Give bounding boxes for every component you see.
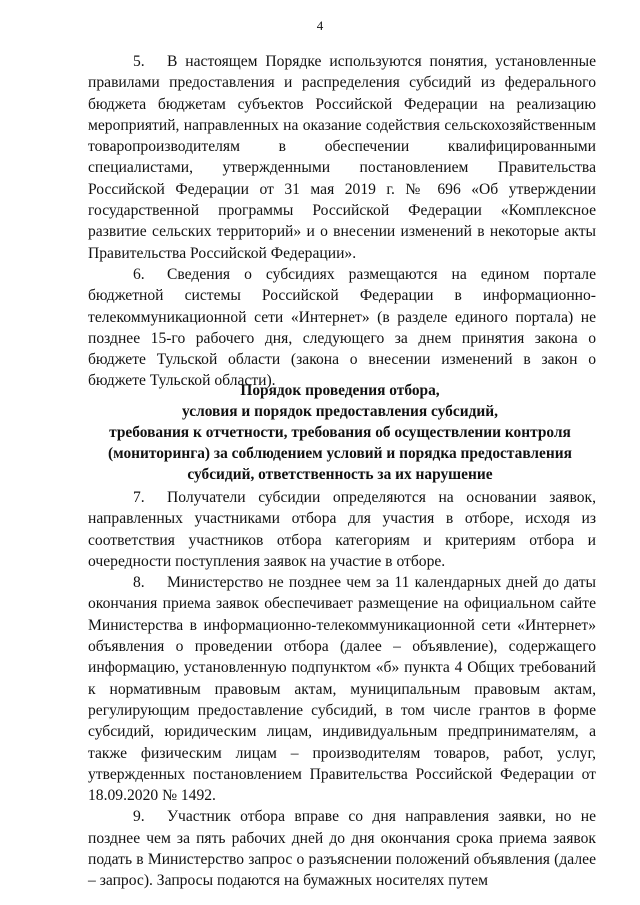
heading-line: условия и порядок предоставления субсидий, <box>182 403 498 420</box>
paragraph-7 <box>88 487 596 572</box>
bottom-section <box>88 487 596 892</box>
heading-line: Порядок проведения отбора, <box>240 382 440 399</box>
paragraph-number: 6. <box>133 265 145 283</box>
paragraph-number: 8. <box>133 574 145 592</box>
page-number: 4 <box>316 18 324 33</box>
paragraph-text: Участник отбора вправе со дня направления заявки, но не позднее чем за пять рабочих дней до дня окончания срока приема заявок подать в Министерство запрос о разъяснении положений объявления (далее – запрос). Запросы подаются на бумажных носителях путем <box>88 808 596 890</box>
heading-line: субсидий, ответственность за их нарушение <box>187 466 493 483</box>
paragraph-8 <box>88 572 596 806</box>
section-heading <box>80 380 600 485</box>
paragraph-5 <box>88 51 596 264</box>
heading-line: (мониторинга) за соблюдением условий и порядка предоставления <box>108 445 572 462</box>
paragraph-text: Сведения о субсидиях размещаются на едином портале бюджетной системы Российской Федерации в информационно-телекоммуникационной сети «Интернет» (в разделе единого портала) не позднее 15-го рабочего дня, следующего за днем принятия закона о бюджете Тульской области (закона о внесении изменений в закон о бюджете Тульской области). <box>88 265 596 390</box>
paragraph-text: Министерство не позднее чем за 11 календарных дней до даты окончания приема заявок обеспечивает размещение на официальном сайте Министерства в информационно-телекоммуникационной сети «Интернет» объявления о проведении отбора (далее – объявление), содержащего информацию, установленную подпунктом «б» пункта 4 Общих требований к нормативным правовым актам, муниципальным правовым актам, регулирующим предоставление субсидий, в том числе грантов в форме субсидий, юридическим лицам, индивидуальным предпринимателям, а также физическим лицам – производителям товаров, работ, услуг, утвержденных постановлением Правительства Российской Федерации от 18.09.2020 № 1492. <box>88 574 596 805</box>
heading-line: требования к отчетности, требования об осуществлении контроля <box>109 424 571 441</box>
paragraph-number: 9. <box>133 808 145 826</box>
paragraph-text: В настоящем Порядке используются понятия, установленные правилами предоставления и распределения субсидий из федерального бюджета бюджетам субъектов Российской Федерации на реализацию мероприятий, направленных на оказание содействия сельскохозяйственным товаропроизводителям в обеспечении квалифицированными специалистами, утвержденными постановлением Правительства Российской Федерации от 31 мая 2019 г. № 696 «Об утверждении государственной программы Российской Федерации «Комплексное развитие сельских территорий» и о внесении изменений в некоторые акты Правительства Российской Федерации». <box>88 53 596 262</box>
paragraph-number: 5. <box>133 53 145 70</box>
paragraph-number: 7. <box>133 489 145 506</box>
paragraph-text: Получатели субсидии определяются на основании заявок, направленных участниками отбора для участия в отборе, исходя из соответствия участников отбора категориям и критериям отбора и очередности поступления заявок на участие в отборе. <box>88 489 596 570</box>
paragraph-9 <box>88 806 596 891</box>
top-section <box>88 51 596 392</box>
paragraph-6 <box>88 264 596 392</box>
